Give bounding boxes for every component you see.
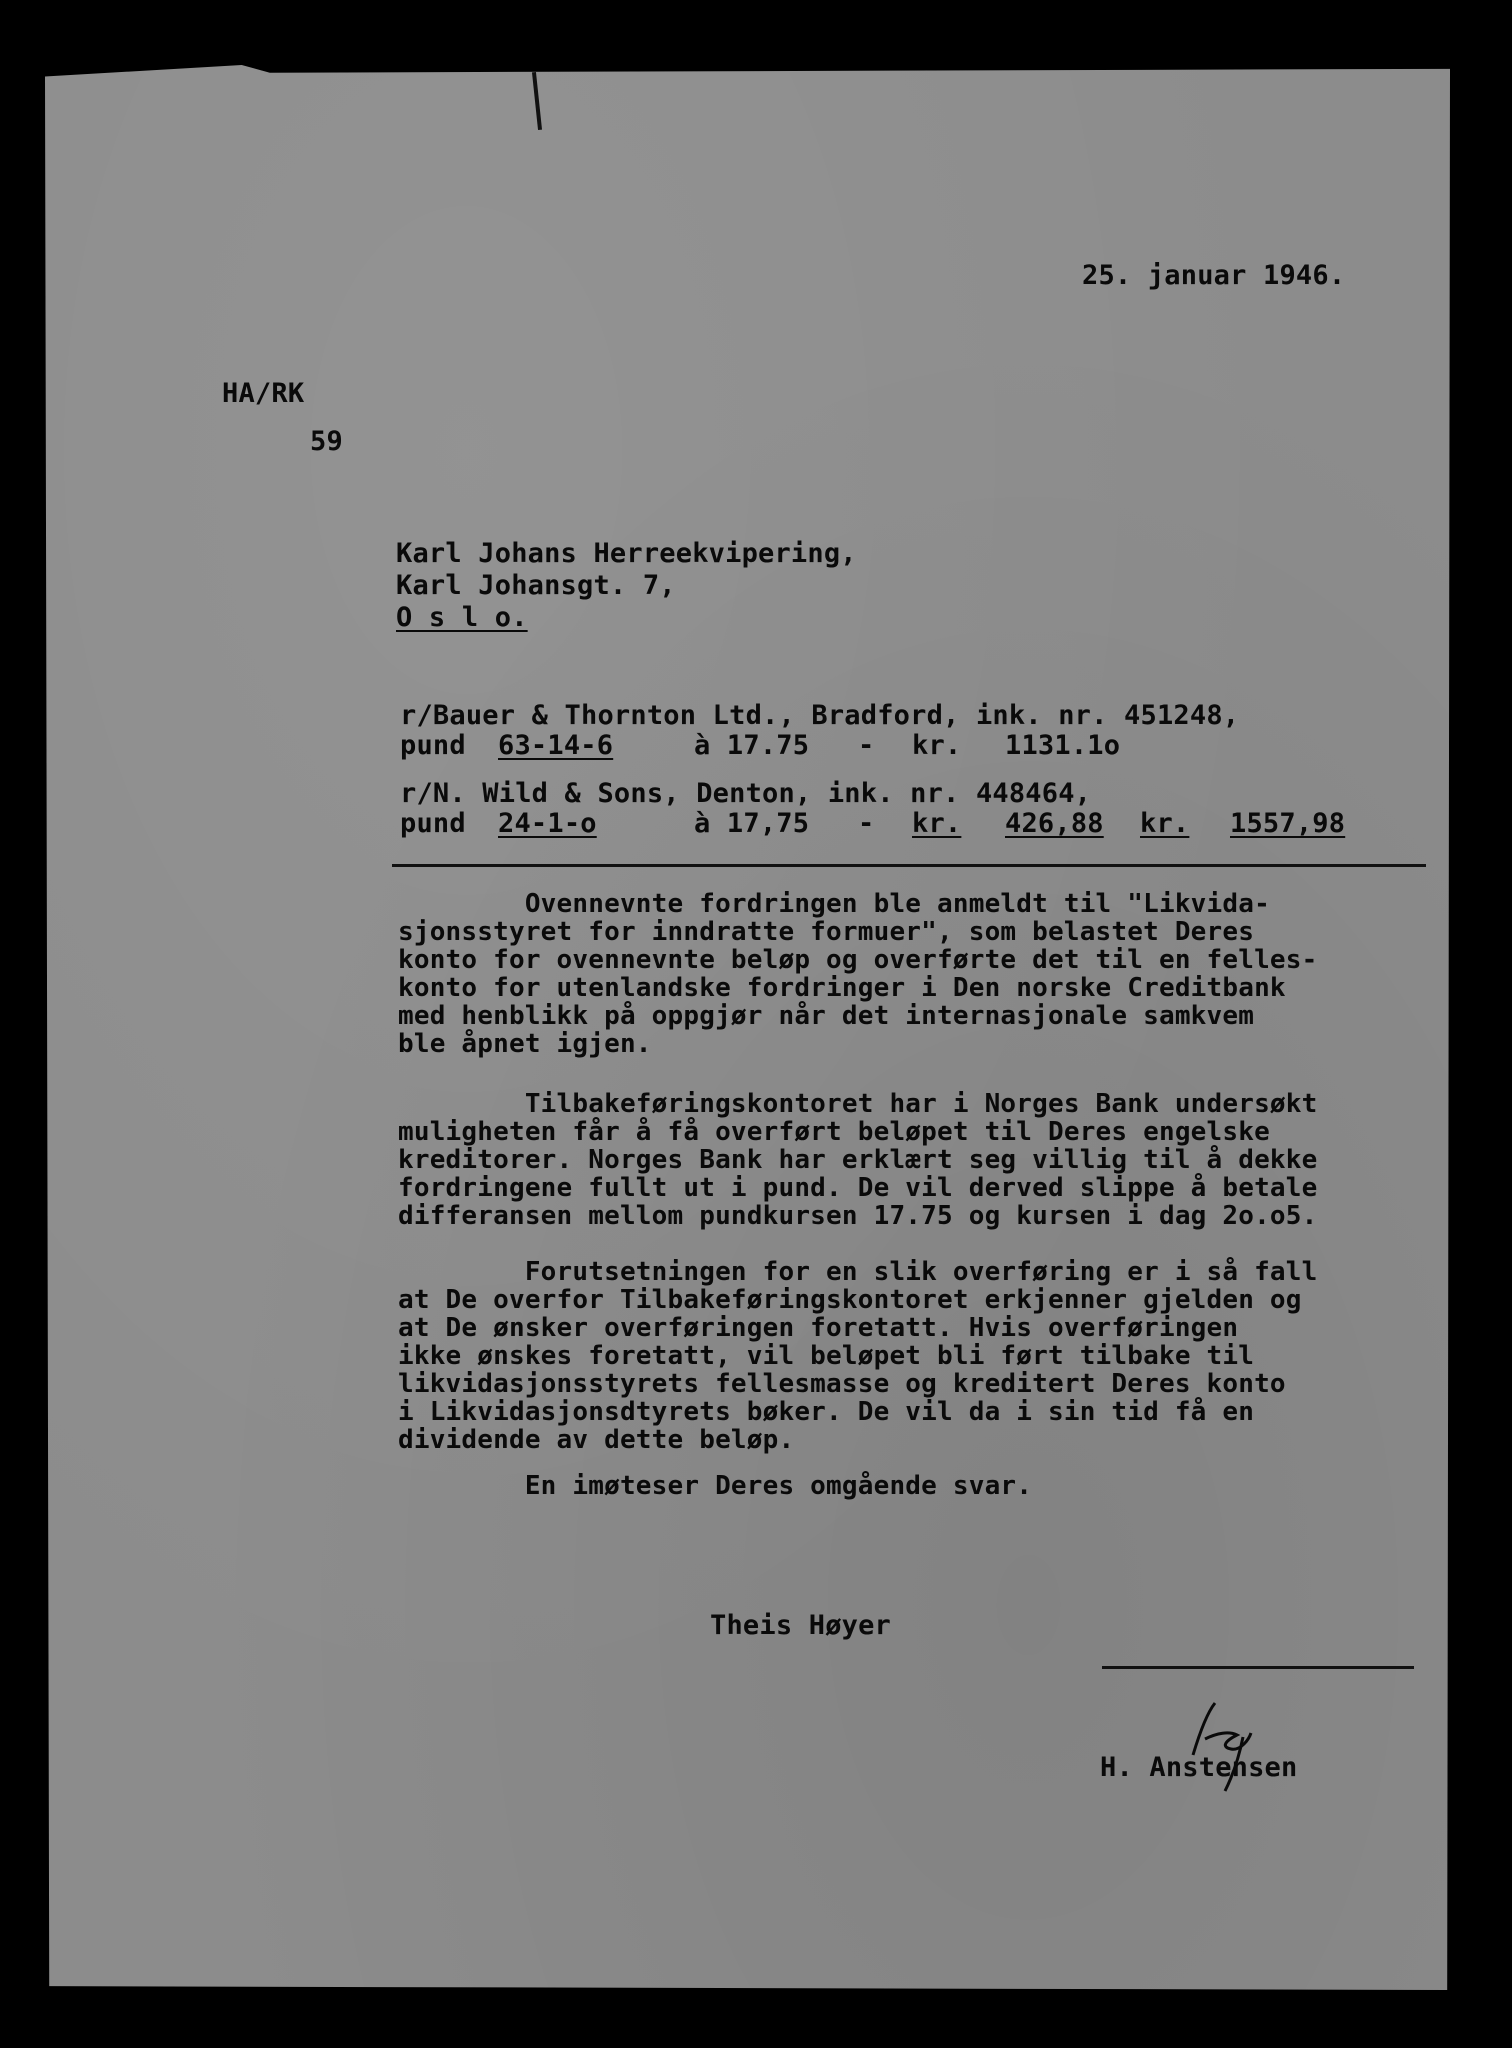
item-1-kr-label: kr. (912, 730, 962, 761)
item-2-pund-amount: 24-1-o (498, 808, 597, 839)
item-1-pund-label: pund (400, 730, 466, 761)
reference-number: 59 (310, 426, 343, 457)
item-1-dash: - (858, 730, 875, 761)
item-1-description: r/Bauer & Thornton Ltd., Bradford, ink. nr. 451248, (400, 700, 1240, 731)
item-2-kr-amount: 426,88 (1005, 808, 1104, 839)
item-2-total-label: kr. (1140, 808, 1190, 839)
recipient-city: O s l o. (396, 602, 528, 633)
recipient-name: Karl Johans Herreekvipering, (396, 538, 857, 569)
item-1-rate: à 17.75 (694, 730, 810, 761)
paragraph-4: En imøteser Deres omgående svar. (398, 1471, 1033, 1501)
item-2-description: r/N. Wild & Sons, Denton, ink. nr. 448464, (400, 778, 1092, 809)
signature-company: Theis Høyer (710, 1610, 892, 1641)
paragraph-2: Tilbakeføringskontoret har i Norges Bank undersøkt muligheten får å få overført beløpet til Deres engelske kreditorer. Norges Bank har erklært seg villig til å dekke fordringene fullt ut i pund. De vil derved slippe å betale differansen mellom pundkursen 17.75 og kursen i dag 2o.o5. (398, 1089, 1318, 1231)
item-2-kr-label: kr. (912, 808, 962, 839)
item-2-dash: - (858, 808, 875, 839)
paragraph-3: Forutsetningen for en slik overføring er i så fall at De overfor Tilbakeføringskontoret erkjenner gjelden og at De ønsker overføringen foretatt. Hvis overføringen ikke ønskes foretatt, vil beløpet bli ført tilbake til likvidasjonsstyrets fellesmasse og kreditert Deres konto i Likvidasjonsdtyrets bøker. De vil da i sin tid få en dividende av dette beløp. (398, 1257, 1318, 1455)
item-2-pund-label: pund (400, 808, 466, 839)
separator-line (392, 864, 1426, 867)
item-2-rate: à 17,75 (694, 808, 810, 839)
recipient-street: Karl Johansgt. 7, (396, 570, 676, 601)
item-1-pund-amount: 63-14-6 (498, 730, 614, 761)
item-2-total-amount: 1557,98 (1230, 808, 1346, 839)
letter-date: 25. januar 1946. (1082, 260, 1346, 291)
paragraph-1: Ovennevnte fordringen ble anmeldt til "Likvida- sjonsstyret for inndratte formuer", som belastet Deres konto for ovennevnte beløp og overførte det til en felles- konto for utenlandske fordringer i Den norske Creditbank med henblikk på oppgjør når det internasjonale samkvem ble åpnet igjen. (398, 889, 1318, 1059)
item-1-kr-amount: 1131.1o (1005, 730, 1121, 761)
signature-line (1102, 1666, 1414, 1669)
reference-code: HA/RK (222, 378, 305, 409)
signature-signer: H. Anstensen (1100, 1752, 1298, 1783)
